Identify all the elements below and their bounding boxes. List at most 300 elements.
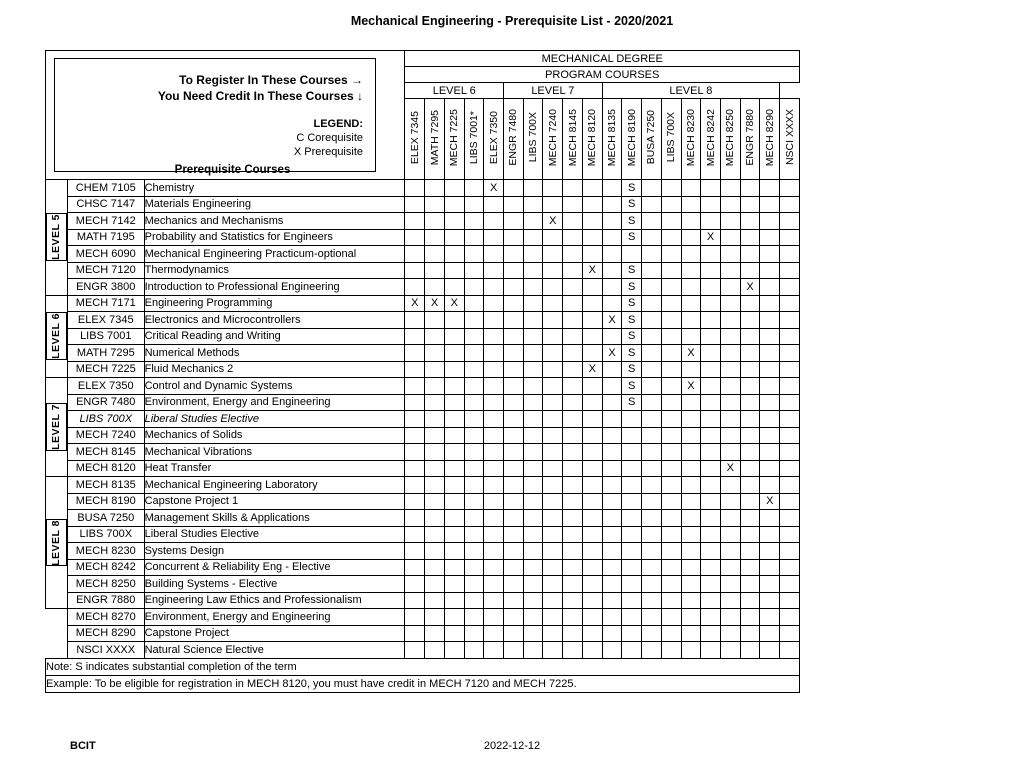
mark-cell [425, 559, 445, 576]
mark-cell [681, 328, 701, 345]
mark-cell [760, 510, 780, 527]
mark-cell [582, 312, 602, 329]
mark-cell [661, 592, 681, 609]
mark-cell [780, 295, 800, 312]
mark-cell: S [622, 345, 642, 362]
mark-cell [464, 361, 484, 378]
column-header-8 [543, 99, 563, 180]
mark-cell [760, 246, 780, 263]
mark-cell [563, 493, 583, 510]
mark-cell [582, 328, 602, 345]
mark-cell [760, 460, 780, 477]
mark-cell [661, 576, 681, 593]
mark-cell [720, 444, 740, 461]
mark-cell: S [622, 180, 642, 197]
mark-cell [701, 576, 721, 593]
column-header-13 [642, 99, 662, 180]
mark-cell [523, 361, 543, 378]
mark-cell [563, 246, 583, 263]
mark-cell [563, 196, 583, 213]
level-group-header-1: LEVEL 6 [405, 83, 504, 99]
course-code: MECH 8270 [67, 609, 144, 626]
mark-cell [425, 526, 445, 543]
mark-cell [760, 411, 780, 428]
mark-cell [622, 477, 642, 494]
mark-cell [681, 625, 701, 642]
mark-cell [563, 526, 583, 543]
mark-cell [523, 576, 543, 593]
mark-cell [444, 427, 464, 444]
mark-cell [622, 592, 642, 609]
mark-cell [484, 378, 504, 395]
mark-cell [780, 510, 800, 527]
mark-cell [523, 543, 543, 560]
mark-cell [602, 543, 622, 560]
course-code: MECH 7142 [67, 213, 144, 230]
mark-cell [444, 229, 464, 246]
mark-cell [740, 477, 760, 494]
mark-cell: X [444, 295, 464, 312]
mark-cell [504, 460, 524, 477]
mark-cell [582, 229, 602, 246]
mark-cell [464, 477, 484, 494]
mark-cell [405, 262, 425, 279]
level-band-label: LEVEL 5 [50, 214, 63, 261]
mark-cell [425, 609, 445, 626]
mark-cell: S [622, 378, 642, 395]
mark-cell [740, 246, 760, 263]
mark-cell: X [602, 312, 622, 329]
mark-cell [563, 345, 583, 362]
mark-cell [681, 394, 701, 411]
mark-cell [444, 312, 464, 329]
mark-cell [444, 493, 464, 510]
mark-cell [642, 609, 662, 626]
mark-cell [740, 559, 760, 576]
mark-cell [720, 477, 740, 494]
mark-cell [543, 642, 563, 659]
mark-cell [563, 279, 583, 296]
mark-cell [760, 543, 780, 560]
column-header-15 [681, 99, 701, 180]
mark-cell [720, 493, 740, 510]
column-header-label: NSCI XXXX [783, 109, 796, 166]
mark-cell [464, 312, 484, 329]
column-header-18 [740, 99, 760, 180]
course-name: Fluid Mechanics 2 [144, 361, 405, 378]
mark-cell [681, 312, 701, 329]
mark-cell [504, 510, 524, 527]
mark-cell [582, 427, 602, 444]
mark-cell [740, 196, 760, 213]
mark-cell [740, 576, 760, 593]
table-row [46, 625, 800, 642]
mark-cell [760, 477, 780, 494]
mark-cell [464, 559, 484, 576]
mark-cell [602, 394, 622, 411]
course-name: Environment, Energy and Engineering [144, 609, 405, 626]
mark-cell [740, 460, 760, 477]
mark-cell [642, 444, 662, 461]
mark-cell [484, 246, 504, 263]
mark-cell [543, 196, 563, 213]
mark-cell [622, 427, 642, 444]
mark-cell [484, 609, 504, 626]
mark-cell [701, 295, 721, 312]
mark-cell [464, 625, 484, 642]
mark-cell [760, 444, 780, 461]
mark-cell [661, 427, 681, 444]
mark-cell [563, 642, 583, 659]
mark-cell [543, 378, 563, 395]
mark-cell [760, 559, 780, 576]
mark-cell [642, 345, 662, 362]
mark-cell [425, 262, 445, 279]
column-header-label: MECH 8135 [605, 108, 618, 167]
mark-cell [780, 394, 800, 411]
mark-cell [701, 592, 721, 609]
mark-cell [563, 180, 583, 197]
mark-cell [760, 180, 780, 197]
mark-cell [504, 328, 524, 345]
mark-cell [504, 576, 524, 593]
mark-cell [701, 411, 721, 428]
mark-cell [760, 378, 780, 395]
course-code: BUSA 7250 [67, 510, 144, 527]
mark-cell [642, 213, 662, 230]
mark-cell [602, 328, 622, 345]
mark-cell [622, 543, 642, 560]
mark-cell [582, 246, 602, 263]
mark-cell [582, 460, 602, 477]
mark-cell [681, 444, 701, 461]
column-header-17 [720, 99, 740, 180]
mark-cell [405, 229, 425, 246]
mark-cell [720, 510, 740, 527]
level-group-header-2: LEVEL 7 [504, 83, 603, 99]
table-row [46, 460, 800, 477]
mark-cell [720, 625, 740, 642]
mark-cell [464, 576, 484, 593]
footer-left: BCIT [70, 740, 96, 752]
table-row [46, 328, 800, 345]
table-row [46, 180, 800, 197]
mark-cell [780, 262, 800, 279]
mark-cell [661, 609, 681, 626]
mark-cell [543, 444, 563, 461]
mark-cell [405, 625, 425, 642]
mark-cell [701, 312, 721, 329]
mark-cell [543, 477, 563, 494]
mark-cell [780, 246, 800, 263]
course-name: Capstone Project [144, 625, 405, 642]
mark-cell [563, 378, 583, 395]
mark-cell [523, 642, 543, 659]
mark-cell [405, 576, 425, 593]
mark-cell [681, 510, 701, 527]
mark-cell [701, 361, 721, 378]
mark-cell [523, 592, 543, 609]
mark-cell: S [622, 213, 642, 230]
level-band-level-5 [46, 180, 68, 296]
mark-cell: X [760, 493, 780, 510]
level-band-spacer [46, 642, 68, 659]
mark-cell [464, 180, 484, 197]
mark-cell [464, 262, 484, 279]
column-header-20 [780, 99, 800, 180]
mark-cell [425, 510, 445, 527]
mark-cell [405, 444, 425, 461]
mark-cell [523, 246, 543, 263]
mark-cell [523, 279, 543, 296]
course-name: Building Systems - Elective [144, 576, 405, 593]
table-row [46, 312, 800, 329]
table-row [46, 213, 800, 230]
mark-cell [464, 510, 484, 527]
mark-cell [425, 213, 445, 230]
course-code: ENGR 7880 [67, 592, 144, 609]
mark-cell [642, 592, 662, 609]
mark-cell [444, 246, 464, 263]
mark-cell [504, 262, 524, 279]
mark-cell [444, 559, 464, 576]
column-header-label: MECH 8230 [684, 108, 697, 167]
mark-cell [701, 246, 721, 263]
mark-cell [444, 592, 464, 609]
mark-cell [582, 180, 602, 197]
mark-cell [405, 345, 425, 362]
mark-cell [780, 229, 800, 246]
mark-cell [642, 625, 662, 642]
mark-cell [740, 592, 760, 609]
mark-cell [484, 394, 504, 411]
mark-cell [681, 642, 701, 659]
mark-cell [523, 526, 543, 543]
mark-cell [681, 592, 701, 609]
mark-cell [701, 444, 721, 461]
course-name: Mechanical Engineering Laboratory [144, 477, 405, 494]
mark-cell [720, 576, 740, 593]
mark-cell [484, 625, 504, 642]
mark-cell [622, 576, 642, 593]
level-band-level-8 [46, 477, 68, 609]
table-row [46, 576, 800, 593]
mark-cell [405, 328, 425, 345]
mark-cell [405, 279, 425, 296]
mark-cell [740, 510, 760, 527]
mark-cell [602, 378, 622, 395]
mark-cell [642, 262, 662, 279]
mark-cell [622, 444, 642, 461]
mark-cell [425, 477, 445, 494]
mark-cell [740, 312, 760, 329]
mark-cell: S [622, 279, 642, 296]
mark-cell [484, 279, 504, 296]
mark-cell [582, 625, 602, 642]
mark-cell [464, 213, 484, 230]
mark-cell [780, 477, 800, 494]
mark-cell [582, 477, 602, 494]
mark-cell [425, 427, 445, 444]
course-code: MECH 8190 [67, 493, 144, 510]
mark-cell [642, 510, 662, 527]
mark-cell [563, 625, 583, 642]
mark-cell [543, 609, 563, 626]
mark-cell [642, 493, 662, 510]
mark-cell [464, 229, 484, 246]
mark-cell [444, 642, 464, 659]
mark-cell [425, 543, 445, 560]
mark-cell [444, 444, 464, 461]
mark-cell [780, 642, 800, 659]
mark-cell [425, 642, 445, 659]
course-code: MECH 8135 [67, 477, 144, 494]
mark-cell [661, 526, 681, 543]
legend-panel [54, 58, 376, 172]
course-name: Electronics and Microcontrollers [144, 312, 405, 329]
course-name: Management Skills & Applications [144, 510, 405, 527]
column-header-5 [484, 99, 504, 180]
mark-cell [642, 229, 662, 246]
mark-cell [720, 180, 740, 197]
mark-cell [464, 394, 484, 411]
course-code: CHEM 7105 [67, 180, 144, 197]
column-header-6 [504, 99, 524, 180]
mark-cell [780, 180, 800, 197]
degree-header: MECHANICAL DEGREE [405, 51, 800, 67]
course-code: NSCI XXXX [67, 642, 144, 659]
column-header-2 [425, 99, 445, 180]
mark-cell [740, 444, 760, 461]
course-code: ELEX 7350 [67, 378, 144, 395]
mark-cell [405, 180, 425, 197]
mark-cell: S [622, 262, 642, 279]
mark-cell [602, 526, 622, 543]
mark-cell [563, 262, 583, 279]
mark-cell [720, 213, 740, 230]
course-name: Materials Engineering [144, 196, 405, 213]
course-name: Capstone Project 1 [144, 493, 405, 510]
mark-cell [642, 196, 662, 213]
mark-cell [720, 427, 740, 444]
mark-cell [780, 279, 800, 296]
mark-cell [543, 576, 563, 593]
course-name: Engineering Programming [144, 295, 405, 312]
table-row [46, 295, 800, 312]
mark-cell [602, 642, 622, 659]
mark-cell [504, 477, 524, 494]
mark-cell: X [543, 213, 563, 230]
mark-cell [642, 394, 662, 411]
course-name: Mechanics and Mechanisms [144, 213, 405, 230]
mark-cell [701, 378, 721, 395]
course-code: MECH 6090 [67, 246, 144, 263]
mark-cell [582, 345, 602, 362]
mark-cell [464, 642, 484, 659]
mark-cell [661, 279, 681, 296]
mark-cell [523, 411, 543, 428]
mark-cell [405, 559, 425, 576]
mark-cell [661, 510, 681, 527]
column-header-label: LIBS 7001* [467, 110, 480, 165]
mark-cell [681, 427, 701, 444]
mark-cell [642, 460, 662, 477]
course-code: MECH 7120 [67, 262, 144, 279]
mark-cell [681, 196, 701, 213]
table-row [46, 642, 800, 659]
column-header-label: MECH 8120 [586, 108, 599, 167]
column-header-16 [701, 99, 721, 180]
note-text: Note: S indicates substantial completion of the term [46, 658, 800, 675]
course-code: MECH 8145 [67, 444, 144, 461]
mark-cell [504, 543, 524, 560]
column-header-7 [523, 99, 543, 180]
mark-cell [405, 378, 425, 395]
mark-cell [780, 493, 800, 510]
mark-cell [602, 295, 622, 312]
mark-cell [720, 609, 740, 626]
mark-cell [405, 246, 425, 263]
mark-cell [661, 559, 681, 576]
mark-cell [760, 394, 780, 411]
table-row [46, 361, 800, 378]
level-band-label: LEVEL 7 [50, 404, 63, 450]
mark-cell [464, 411, 484, 428]
mark-cell [405, 526, 425, 543]
mark-cell [642, 246, 662, 263]
mark-cell [701, 345, 721, 362]
mark-cell [563, 559, 583, 576]
mark-cell [642, 477, 662, 494]
mark-cell [543, 361, 563, 378]
mark-cell: S [622, 361, 642, 378]
mark-cell: X [602, 345, 622, 362]
mark-cell [661, 229, 681, 246]
mark-cell [425, 246, 445, 263]
mark-cell [444, 196, 464, 213]
mark-cell [464, 378, 484, 395]
column-header-3 [444, 99, 464, 180]
prerequisite-courses-header: Prerequisite Courses [174, 164, 291, 176]
mark-cell [701, 279, 721, 296]
table-row [46, 196, 800, 213]
mark-cell [425, 361, 445, 378]
mark-cell [504, 295, 524, 312]
mark-cell [484, 328, 504, 345]
mark-cell [701, 180, 721, 197]
mark-cell [425, 229, 445, 246]
mark-cell: X [681, 378, 701, 395]
column-header-4 [464, 99, 484, 180]
mark-cell [484, 559, 504, 576]
mark-cell [563, 411, 583, 428]
column-header-label: MATH 7295 [428, 109, 441, 166]
mark-cell [780, 592, 800, 609]
mark-cell [661, 312, 681, 329]
mark-cell [523, 559, 543, 576]
mark-cell [720, 246, 740, 263]
table-row [46, 378, 800, 395]
mark-cell [681, 411, 701, 428]
course-code: LIBS 700X [67, 411, 144, 428]
mark-cell [582, 213, 602, 230]
mark-cell [484, 196, 504, 213]
course-name: Mechanical Engineering Practicum-optional [144, 246, 405, 263]
column-header-19 [760, 99, 780, 180]
mark-cell [543, 295, 563, 312]
mark-cell [464, 345, 484, 362]
mark-cell [622, 246, 642, 263]
